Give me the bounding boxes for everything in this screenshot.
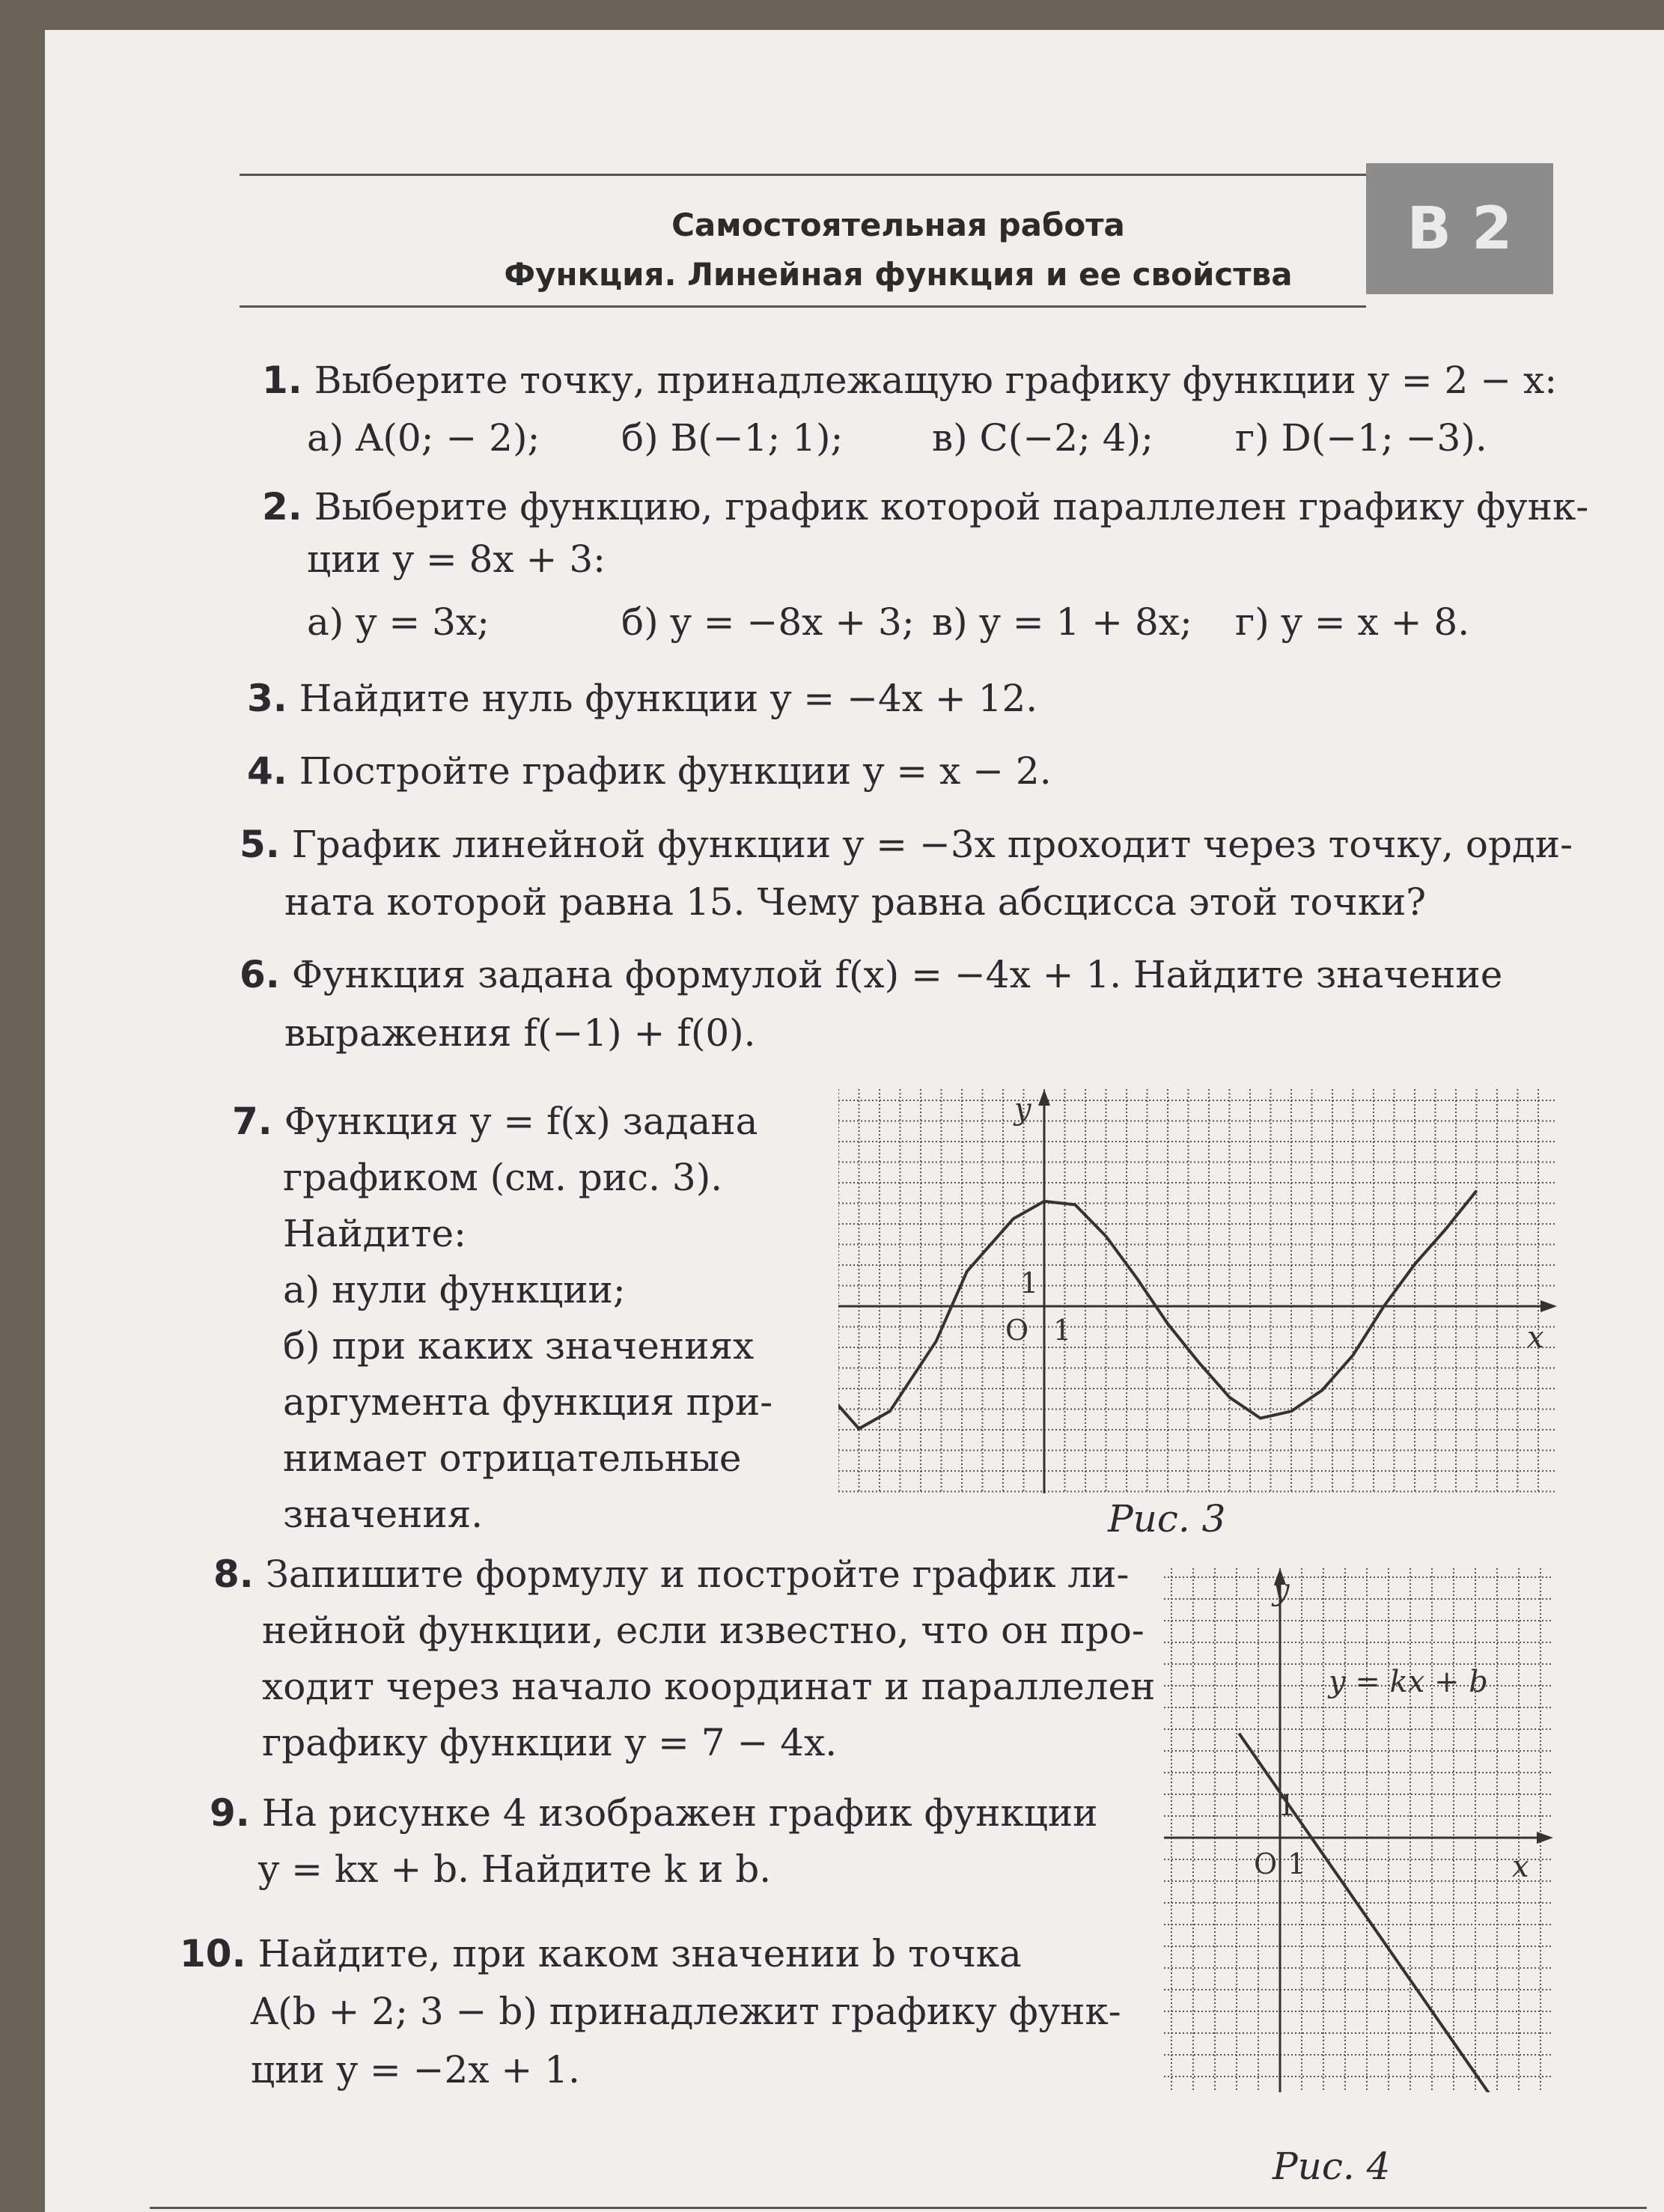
figure-3-graph (838, 1089, 1557, 1493)
task-7-line: б) при каких значениях (283, 1324, 755, 1368)
task-9-line: y = kx + b. Найдите k и b. (258, 1847, 772, 1891)
task-8-line: нейной функции, если известно, что он про- (262, 1609, 1145, 1652)
task-text: Запишите формулу и постройте график ли- (265, 1553, 1130, 1596)
task-text: Найдите, при каком значении b точка (257, 1932, 1022, 1975)
task-8 (213, 1553, 1130, 1596)
task-number: 2. (262, 485, 302, 528)
task-text: Найдите нуль функции y = −4x + 12. (299, 677, 1038, 720)
worksheet-subtitle: Функция. Линейная функция и ее свойства (504, 256, 1293, 293)
task-1 (262, 359, 1558, 402)
task-text: Функция задана формулой f(x) = −4x + 1. Найдите значение (291, 953, 1503, 996)
unit-x-label: 1 (1287, 1847, 1306, 1880)
task-10-line: ции y = −2x + 1. (251, 2048, 580, 2091)
task-number: 1. (262, 359, 302, 402)
header-bottom-rule (240, 305, 1366, 308)
task-7-line: графиком (см. рис. 3). (283, 1156, 723, 1199)
task-9 (210, 1791, 1098, 1835)
x-axis-label: x (1527, 1320, 1544, 1355)
figure-4-caption: Рис. 4 (1273, 2145, 1391, 2188)
bottom-rule (150, 2207, 1647, 2209)
task-4 (247, 749, 1052, 793)
figure-4-graph (1164, 1568, 1553, 2092)
origin-label: O (1254, 1847, 1278, 1880)
line-equation-label: y = kx + b (1329, 1665, 1488, 1699)
task-8-line: графику функции y = 7 − 4x. (262, 1721, 838, 1764)
task-text: График линейной функции y = −3x проходит через точку, орди- (291, 823, 1573, 866)
task-2-option-c: в) y = 1 + 8x; (932, 600, 1192, 644)
task-1-option-a: а) A(0; − 2); (307, 416, 540, 460)
variant-badge: В 2 (1366, 163, 1553, 294)
task-2-option-a: а) y = 3x; (307, 600, 490, 644)
task-text: Выберите точку, принадлежащую графику функции y = 2 − x: (314, 359, 1558, 402)
task-number: 7. (232, 1100, 272, 1143)
worksheet-title: Самостоятельная работа (671, 207, 1125, 243)
task-7-line: а) нули функции; (283, 1268, 626, 1311)
task-2-line-2: ции y = 8x + 3: (307, 537, 606, 581)
task-7-line: Найдите: (283, 1212, 466, 1255)
task-7-line: значения. (283, 1493, 484, 1536)
y-axis-arrow (1038, 1089, 1050, 1106)
task-text: Функция y = f(x) задана (284, 1100, 758, 1143)
task-5-line-2: ната которой равна 15. Чему равна абсцисса этой точки? (284, 880, 1427, 924)
task-text: Выберите функцию, график которой параллелен графику функ- (314, 485, 1589, 528)
task-6 (240, 953, 1503, 996)
task-2-option-b: б) y = −8x + 3; (621, 600, 915, 644)
worksheet-page (45, 30, 1664, 2212)
task-number: 9. (210, 1791, 250, 1835)
y-axis-label: y (1014, 1092, 1031, 1127)
unit-y-label: 1 (1020, 1267, 1039, 1300)
task-10-line: A(b + 2; 3 − b) принадлежит графику функ- (251, 1990, 1121, 2033)
task-number: 6. (240, 953, 280, 996)
x-axis-arrow (1540, 1300, 1557, 1312)
header-top-rule (240, 174, 1366, 176)
task-3 (247, 677, 1038, 720)
x-axis-label: x (1512, 1850, 1529, 1884)
unit-y-label: 1 (1278, 1789, 1296, 1822)
task-text: Постройте график функции y = x − 2. (299, 749, 1052, 793)
task-7 (232, 1100, 758, 1143)
y-axis-label: y (1273, 1573, 1290, 1607)
task-number: 3. (247, 677, 287, 720)
x-axis-arrow (1537, 1832, 1553, 1844)
task-number: 8. (213, 1553, 254, 1596)
task-number: 4. (247, 749, 287, 793)
task-8-line: ходит через начало координат и параллелен (262, 1665, 1156, 1708)
task-5 (240, 823, 1573, 866)
unit-x-label: 1 (1053, 1314, 1072, 1347)
task-1-option-c: в) C(−2; 4); (932, 416, 1153, 460)
task-1-option-b: б) B(−1; 1); (621, 416, 844, 460)
figure-3-caption: Рис. 3 (1108, 1497, 1226, 1541)
task-2-option-d: г) y = x + 8. (1235, 600, 1470, 644)
task-text: На рисунке 4 изображен график функции (261, 1791, 1098, 1835)
origin-label: O (1005, 1314, 1029, 1347)
task-1-option-d: г) D(−1; −3). (1235, 416, 1487, 460)
task-7-line: нимает отрицательные (283, 1436, 742, 1480)
task-2 (262, 485, 1589, 528)
task-number: 10. (180, 1932, 246, 1975)
task-number: 5. (240, 823, 280, 866)
task-10 (180, 1932, 1022, 1975)
task-7-line: аргумента функция при- (283, 1380, 773, 1424)
task-6-line-2: выражения f(−1) + f(0). (284, 1011, 756, 1055)
